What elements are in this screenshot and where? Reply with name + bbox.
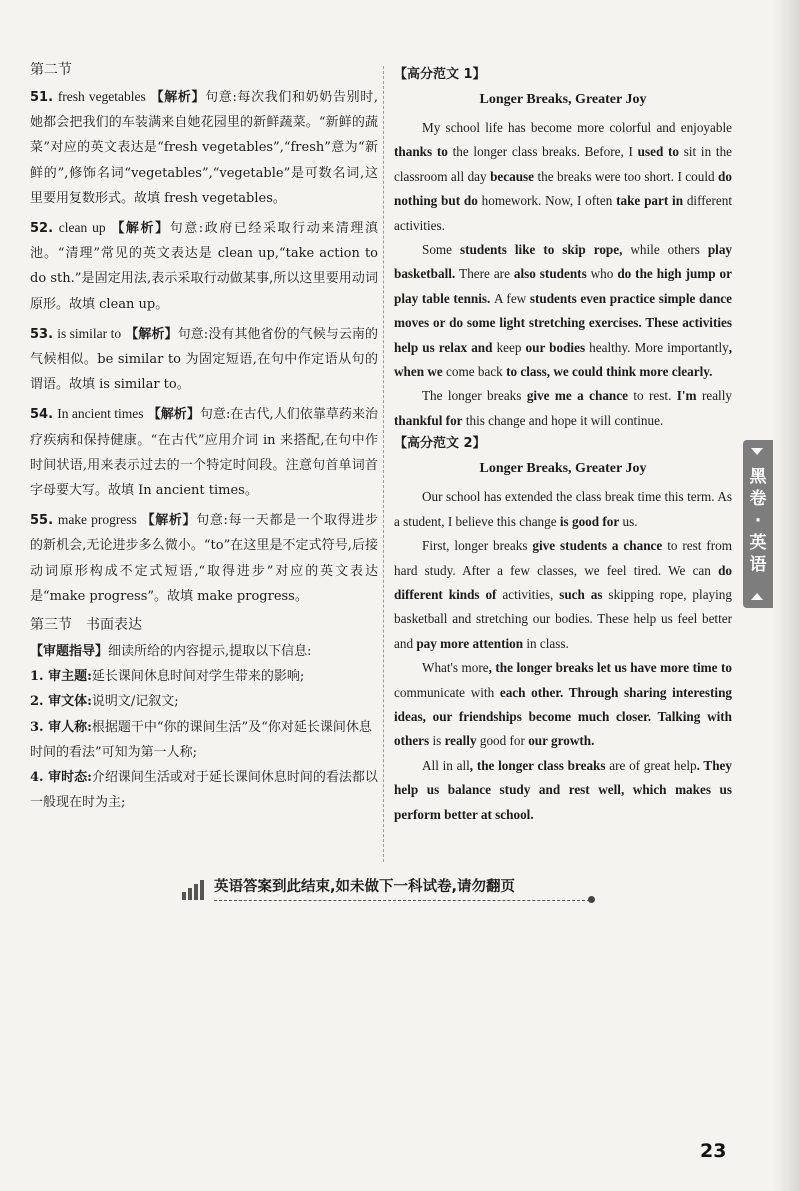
key-phrase: do different kinds of [394, 562, 732, 602]
answer-item-51 [30, 84, 378, 211]
guide-item-theme [30, 664, 378, 689]
guide-tag: 【审题指导】 [30, 644, 109, 660]
plain-text: homework. Now, I often [477, 193, 617, 209]
plain-text: who [590, 266, 614, 282]
key-phrase: really [441, 733, 480, 749]
side-tab-char: 英 [749, 533, 767, 553]
key-phrase: is good for [559, 513, 620, 529]
guide-label: 2. 审文体: [30, 694, 92, 710]
plain-text: There are [459, 266, 510, 282]
plain-text: good for [479, 733, 525, 749]
plain-text: the longer class breaks. Before, I [447, 144, 638, 160]
answer-item-52 [30, 215, 378, 317]
analysis-text: 句意:政府已经采取行动来清理滇池。“清理”常见的英文表达是 clean up,“take action to do sth.”是固定用法,表示采取行动做某事,所以这里要用动词原形。故填 clean up。 [30, 221, 378, 312]
key-phrase: students even practice simple dance moves or do some light stretching exercises. These activities help us relax and [394, 290, 732, 355]
left-column [30, 58, 378, 815]
essay1-paragraph-2 [394, 238, 732, 384]
signal-bars-icon [182, 880, 206, 900]
essay2-paragraph-2 [394, 534, 732, 656]
answer-item-54 [30, 401, 378, 503]
triangle-down-icon [751, 448, 763, 455]
guide-label: 4. 审时态: [30, 770, 92, 786]
key-phrase: give me a chance [526, 388, 628, 404]
triangle-up-icon [751, 593, 763, 600]
column-divider [383, 66, 384, 862]
plain-text: healthy. [589, 339, 631, 355]
plain-text: are of great help [609, 757, 697, 773]
plain-text: to rest. [627, 388, 677, 404]
key-phrase: our growth. [524, 733, 595, 749]
page-number: 23 [700, 1140, 727, 1162]
side-tab-char: 黑 [749, 467, 767, 487]
key-phrase: each other. Through sharing interesting ideas, our friendships become much closer. Talking with others [394, 684, 732, 749]
plain-text: keep [496, 339, 522, 355]
answer-text: fresh vegetables [57, 89, 146, 104]
plain-text: The longer breaks [422, 388, 527, 404]
key-phrase: , the longer class breaks [469, 757, 610, 773]
analysis-tag: 【解析】 [141, 513, 197, 529]
plain-text: All in all [422, 757, 470, 773]
subject-side-tab [743, 440, 773, 608]
essay2-paragraph-1 [394, 485, 732, 534]
key-phrase: used to [637, 144, 680, 160]
guide-text: 说明文/记叙文; [91, 694, 179, 710]
essay2-label: 【高分范文 2】 [394, 436, 486, 452]
page-edge-shadow [772, 0, 800, 1191]
plain-text: to rest from hard study. After a few classes, we feel tired. We can [394, 538, 732, 578]
key-phrase: I'm [676, 388, 697, 404]
plain-text: while others [630, 242, 700, 258]
plain-text: is [432, 733, 442, 749]
key-phrase: pay more attention [416, 635, 524, 651]
key-phrase: students like to skip rope, [452, 242, 631, 258]
question-number: 55. [30, 513, 54, 529]
key-phrase: play basketball. [394, 242, 733, 282]
essay1-label: 【高分范文 1】 [394, 67, 486, 82]
plain-text: What's more [422, 660, 489, 676]
guide-item-person [30, 715, 378, 765]
plain-text: Some [422, 242, 453, 258]
plain-text: activities, [496, 586, 560, 602]
analysis-text: 句意:在古代,人们依靠草药来治疗疾病和保持健康。“在古代”应用介词 in 来搭配,在句中作时间状语,用来表示过去的一个特定时间段。注意句首单词首字母要大写。故填 In ancient times。 [30, 407, 378, 499]
plain-text: communicate with [394, 684, 495, 700]
plain-text: in class. [523, 635, 569, 651]
key-phrase: . They help us balance study and rest well, which makes us perform better at school. [394, 757, 732, 822]
plain-text: the breaks were too short. I could [534, 168, 719, 184]
analysis-text: 句意:每一天都是一个取得进步的新机会,无论进步多么微小。“to”在这里是不定式符号,后接动词原形构成不定式短语,“取得进步”对应的英文表达是“make progress”。故填 make progress。 [30, 513, 378, 604]
analysis-tag: 【解析】 [147, 407, 200, 423]
answer-text: make progress [57, 512, 137, 528]
question-number: 54. [30, 407, 54, 423]
key-phrase: do the high jump or play table tennis. [394, 266, 732, 306]
essay2-title: Longer Breaks, Greater Joy [479, 461, 647, 477]
analysis-tag: 【解析】 [150, 90, 206, 105]
end-notice-text: 英语答案到此结束,如未做下一科试卷,请勿翻页 [214, 879, 516, 895]
plain-text: Our school has extended the class break time this term. As a student, I believe this change [394, 489, 732, 529]
plain-text: come back [446, 364, 503, 380]
right-column [394, 64, 732, 827]
key-phrase: thanks to [394, 144, 448, 160]
essay1-paragraph-1 [394, 116, 732, 238]
analysis-tag: 【解析】 [125, 326, 178, 342]
guide-intro [30, 639, 378, 664]
plain-text: A few [493, 290, 527, 306]
dot-end-icon [588, 896, 595, 903]
analysis-tag: 【解析】 [111, 221, 170, 237]
guide-intro-text: 细读所给的内容提示,提取以下信息: [108, 644, 312, 660]
key-phrase: such as [559, 586, 603, 602]
side-tab-dot: · [754, 511, 762, 531]
guide-text: 根据题干中“你的课间生活”及“你对延长课间休息时间的看法”可知为第一人称; [30, 719, 372, 760]
guide-label: 3. 审人称: [30, 719, 92, 735]
question-number: 52. [30, 221, 54, 237]
analysis-text: 句意:每次我们和奶奶告别时,她都会把我们的车装满来自她花园里的新鲜蔬菜。“新鲜的蔬菜”对应的英文表达是“fresh vegetables”,“fresh”意为“新鲜的”,修饰名词“vegetables”,“vegetable”是可数名词,这里要用复数形式。故填 fresh vegetables。 [30, 90, 378, 206]
guide-text: 延长课间休息时间对学生带来的影响; [91, 669, 305, 685]
essay1-title: Longer Breaks, Greater Joy [479, 92, 647, 107]
side-tab-text [743, 466, 773, 576]
guide-item-genre [30, 689, 378, 714]
plain-text: really [696, 388, 732, 404]
side-tab-char: 语 [749, 555, 767, 575]
plain-text: More importantly [634, 339, 729, 355]
key-phrase: , when we [394, 339, 733, 380]
answer-text: In ancient times [57, 406, 144, 422]
answer-text: clean up [58, 220, 106, 236]
key-phrase: thankful for [394, 412, 463, 428]
key-phrase: to class, we could think more clearly. [502, 364, 713, 380]
dashed-underline [214, 900, 590, 901]
plain-text: First, longer breaks [422, 538, 533, 554]
answer-item-53 [30, 321, 378, 398]
essay2-paragraph-3 [394, 656, 732, 754]
key-phrase: also students [509, 266, 591, 282]
answer-text: is similar to [57, 325, 122, 341]
plain-text: this change and hope it will continue. [462, 412, 664, 428]
question-number: 51. [30, 90, 54, 105]
plain-text: us. [619, 513, 638, 529]
section2-heading: 第二节 [30, 62, 72, 78]
plain-text: skipping rope, playing basketball and stretching our bodies. These help us feel better and [394, 586, 732, 651]
plain-text: My school life has become more colorful and enjoyable [422, 120, 732, 135]
key-phrase: , the longer breaks let us have more time to [488, 660, 732, 676]
analysis-text: 句意:没有其他省份的气候与云南的气候相似。be similar to 为固定短语,在句中作定语从句的谓语。故填 is similar to。 [30, 326, 378, 393]
plain-text: sit in the classroom all day [394, 144, 733, 184]
key-phrase: because [490, 168, 535, 184]
key-phrase: take part in [616, 193, 684, 209]
answer-item-55 [30, 507, 378, 609]
end-of-answers-notice [182, 876, 600, 902]
key-phrase: give students a chance [532, 538, 663, 554]
guide-item-tense [30, 765, 378, 815]
key-phrase: do nothing but do [394, 168, 732, 209]
question-number: 53. [30, 326, 54, 342]
key-phrase: our bodies [521, 339, 590, 355]
guide-label: 1. 审主题: [30, 669, 92, 685]
section3-heading: 第三节 书面表达 [30, 617, 142, 634]
essay2-paragraph-4 [394, 754, 732, 827]
side-tab-char: 卷 [749, 489, 767, 509]
plain-text: different activities. [394, 193, 732, 233]
essay1-paragraph-3 [394, 384, 732, 433]
guide-text: 介绍课间生活或对于延长课间休息时间的看法都以一般现在时为主; [30, 770, 378, 811]
